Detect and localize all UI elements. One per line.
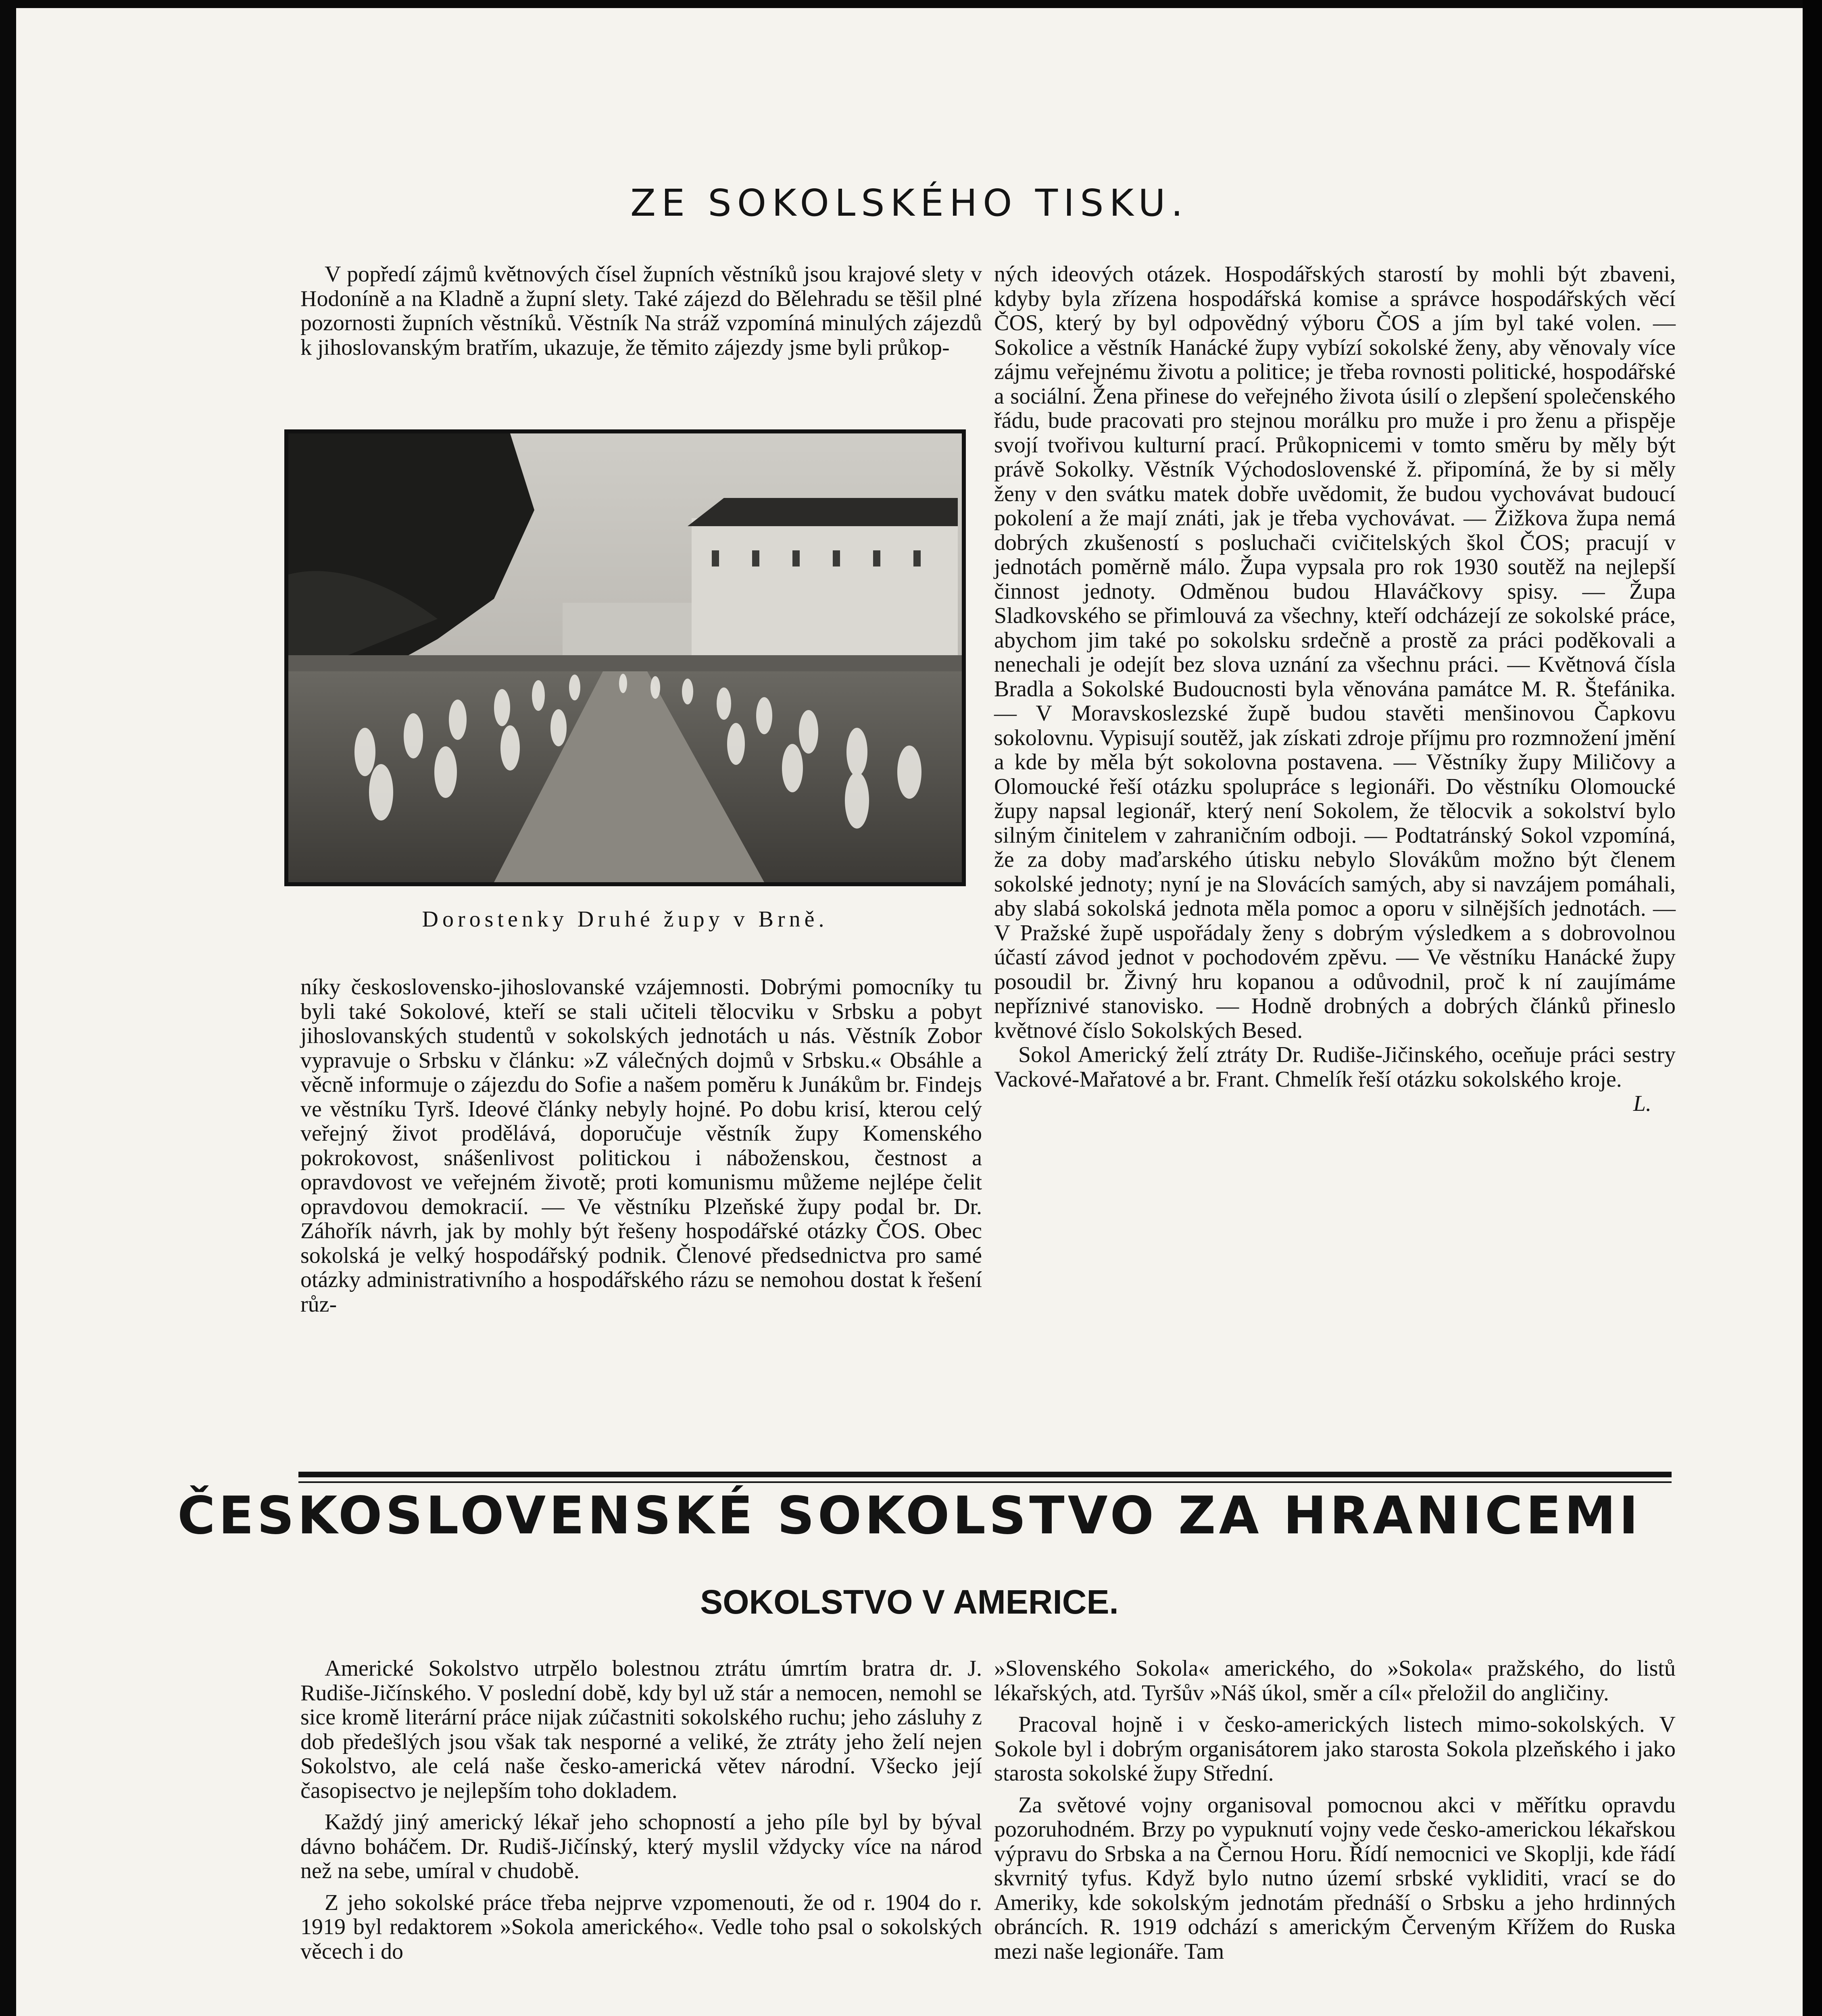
article2-column-left bbox=[300, 1656, 982, 1964]
paragraph: Americké Sokolstvo utrpělo bolestnou ztrátu úmrtím bratra dr. J. Rudiše-Jičínského. V poslední době, kdy byl už stár a nemocen, nemohl se sice kromě literární práce nijak zúčastniti sokolského ruchu; jeho zásluhy z dob předešlých jsou však tak nesporné a veliké, že ztráty jeho želí nejen Sokolstvo, ale celá naše česko-americká větev národní. Všecko její časopisectvo je nejlepším toho dokladem. bbox=[300, 1656, 982, 1803]
paragraph: Za světové vojny organisoval pomocnou akci v měřítku opravdu pozoruhodném. Brzy po vypuknutí vojny vede česko-americkou lékařskou výpravu do Srbska a na Černou Horu. Řídí nemocnici ve Skoplji, kde řádí skvrnitý tyfus. Když bylo nutno území srbské vykliditi, vrací se do Ameriky, kde sokolským jednotám přednáší o Srbsku a jeho hrdinných obráncích. R. 1919 odchází s americkým Červeným Křížem do Ruska mezi naše legionáře. Tam bbox=[994, 1792, 1676, 1964]
photo-caption: Dorostenky Druhé župy v Brně. bbox=[422, 907, 828, 932]
photo-image bbox=[284, 429, 966, 886]
scan-border bbox=[1803, 0, 1822, 2016]
section-divider-thin bbox=[298, 1481, 1672, 1483]
paragraph-text: Sokol Americký želí ztráty Dr. Rudiše-Jičinského, oceňuje práci sestry Vackové-Mařatové a br. Frant. Chmelík řeší otázku sokolského kroje. bbox=[994, 1042, 1676, 1092]
author-signature: L. bbox=[1633, 1091, 1651, 1116]
photo-dorostenky bbox=[284, 429, 966, 886]
paragraph: ných ideových otázek. Hospodářských starostí by mohli být zbaveni, kdyby byla zřízena hospodářská komise a správce hospodářských věcí ČOS, který by byl odpovědný výboru ČOS a jím byl také volen. — Sokolice a věstník Hanácké župy vybízí sokolské ženy, aby věnovaly více zájmu veřejnému životu a politice; je třeba rovnosti politické, hospodářské a sociální. Žena přinese do veřejného života úsilí o zlepšení společenského řádu, bude pracovati pro stejnou morálku pro muže i pro ženu a přispěje svojí tvořivou kulturní prací. Průkopnicemi v tomto směru by měly být právě Sokolky. Věstník Východoslovenské ž. připomíná, že by si měly ženy v den svátku matek dobře uvědomit, že budou vychovávat budoucí pokolení a že mají znáti, jak je třeba vychovávat. — Žižkova župa nemá dobrých zkušeností s posluchači cvičitelských škol ČOS; pracují v jednotách poměrně málo. Župa vypsala pro rok 1930 soutěž na nejlepší činnost jednoty. Odměnou budou Hlaváčkovy spisy. — Župa Sladkovského se přimlouvá za všechny, kteří odcházejí ze sokolské práce, abychom jim také po sokolsku srdečně a prostě za práci poděkovali a nenechali je odejít bez slova uznání za všechnu práci. — Květnová čísla Bradla a Sokolské Budoucnosti byla věnována památce M. R. Štefánika. — V Moravskoslezské župě budou stavěti menšinovou Čapkovu sokolovnu. Vypisují soutěž, jak získati zdroje příjmu pro rozmnožení jmění a kde by měla být sokolovna postavena. — Věstníky župy Miličovy a Olomoucké řeší otázku spolupráce s legionáři. Do věstníku Olomoucké župy napsal legionář, který není Sokolem, že tělocvik a sokolství bylo silným činitelem v zahraničním odboji. — Podtatránský Sokol vzpomíná, že za doby maďarského útisku nebylo Slovákům možno být členem sokolské jednoty; nyní je na Slovácích samých, aby si navzájem pomáhali, aby slabá sokolská jednota měla pomoc a oporu v silnějších jednotách. — V Pražské župě uspořádaly ženy s dobrým výsledkem a s dobrovolnou účastí závod jednot v pochodovém zpěvu. — Ve věstníku Hanácké župy posoudil br. Živný hru kopanou a odůvodnil, proč k ní zaujímáme nepříznivé stanovisko. — Hodně drobných a dobrých článků přineslo květnové číslo Sokolských Besed. bbox=[994, 262, 1676, 1043]
paragraph: Pracoval hojně i v česko-amerických listech mimo-sokolských. V Sokole byl i dobrým organisátorem jako starosta Sokola plzeňského i jako starosta sokolské župy Střední. bbox=[994, 1712, 1676, 1786]
article-title: ZE SOKOLSKÉHO TISKU. bbox=[630, 181, 1189, 225]
paragraph: níky československo-jihoslovanské vzájemnosti. Dobrými pomocníky tu byli také Sokolové, kteří se stali učiteli tělocviku v Srbsku a pobyt jihoslovanských studentů v sokolských jednotách u nás. Věstník Zobor vypravuje o Srbsku v článku: »Z válečných dojmů v Srbsku.« Obsáhle a věcně informuje o zájezdu do Sofie a našem poměru k Junákům br. Findejs ve věstníku Tyrš. Ideové články nebyly hojné. Po dobu krisí, kterou celý veřejný život prodělává, doporučuje věstník župy Komenského pokrokovost, snášenlivost politickou i náboženskou, čestnost a opravdovost ve veřejném životě; proti komunismu můžeme nejlépe čelit opravdovou demokracií. — Ve věstníku Plzeňské župy podal br. Dr. Záhořík návrh, jak by mohly být řešeny hospodářské otázky ČOS. Obec sokolská je velký hospodářský podnik. Členové předsednictva pro samé otázky administrativního a hospodářského rázu se nemohou dostat k řešení růz- bbox=[300, 975, 982, 1317]
paragraph-last bbox=[994, 1042, 1676, 1116]
section-divider bbox=[298, 1472, 1672, 1477]
paragraph: Každý jiný americký lékař jeho schopností a jeho píle byl by býval dávno boháčem. Dr. Rudiš-Jičínský, který myslil vždycky více na národ než na sebe, umíral v chudobě. bbox=[300, 1810, 982, 1883]
section-heading: ČESKOSLOVENSKÉ SOKOLSTVO ZA HRANICEMI bbox=[177, 1486, 1642, 1546]
article2-column-right bbox=[994, 1656, 1676, 1964]
article-column-left-top bbox=[300, 262, 982, 360]
article-column-right bbox=[994, 262, 1676, 1116]
paragraph: V popředí zájmů květnových čísel župních věstníků jsou krajové slety v Hodoníně a na Kladně a župní slety. Také zájezd do Bělehradu se těšil plné pozornosti župních věstníků. Věstník Na stráž vzpomíná minulých zájezdů k jihoslovanským bratřím, ukazuje, že těmito zájezdy jsme byli průkop- bbox=[300, 262, 982, 360]
article-subtitle: SOKOLSTVO V AMERICE. bbox=[700, 1583, 1119, 1621]
paragraph: Z jeho sokolské práce třeba nejprve vzpomenouti, že od r. 1904 do r. 1919 byl redaktorem »Sokola amerického«. Vedle toho psal o sokolských věcech i do bbox=[300, 1890, 982, 1964]
paragraph: »Slovenského Sokola« amerického, do »Sokola« pražského, do listů lékařských, atd. Tyršův »Náš úkol, směr a cíl« přeložil do angličiny. bbox=[994, 1656, 1676, 1706]
document-page bbox=[16, 8, 1803, 2016]
article-column-left-bottom bbox=[300, 975, 982, 1316]
